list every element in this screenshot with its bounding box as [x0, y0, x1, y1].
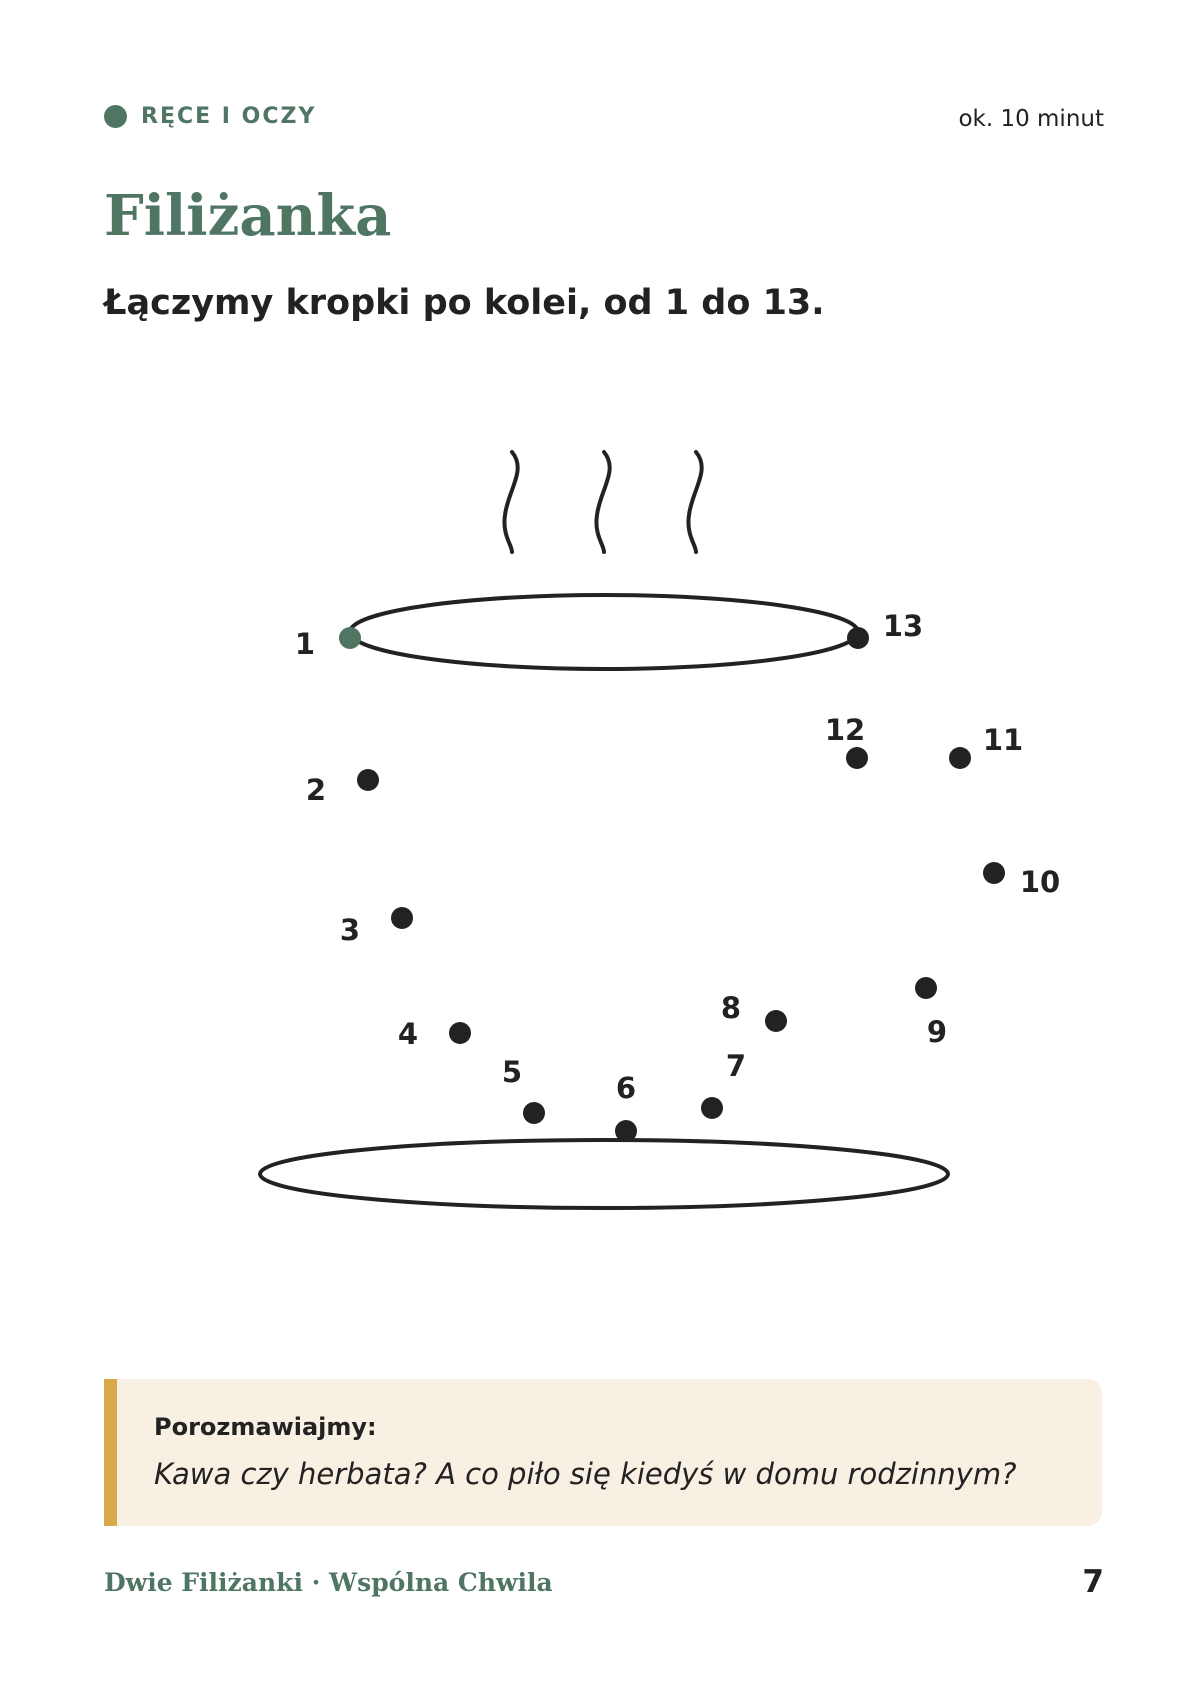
steam-line	[596, 452, 609, 552]
steam-icon	[504, 452, 701, 552]
conversation-prompt-box	[104, 1379, 1102, 1526]
activity-instruction: Łączymy kropki po kolei, od 1 do 13.	[104, 283, 825, 323]
puzzle-dot-label-10: 10	[1019, 865, 1061, 899]
duration-label: ok. 10 minut	[958, 106, 1104, 132]
category-label: RĘCE I OCZY	[141, 104, 317, 129]
puzzle-dots	[295, 609, 1060, 1142]
puzzle-dot-label-13: 13	[882, 609, 924, 643]
puzzle-dot-label-2: 2	[305, 773, 327, 807]
puzzle-dot-label-1: 1	[294, 627, 316, 661]
steam-line	[504, 452, 517, 552]
puzzle-dot-label-6: 6	[615, 1071, 637, 1105]
steam-line	[688, 452, 701, 552]
puzzle-dot-label-3: 3	[339, 913, 361, 947]
puzzle-dot-4	[449, 1022, 471, 1044]
puzzle-dot-5	[523, 1102, 545, 1124]
puzzle-dot-10	[983, 862, 1005, 884]
conversation-heading: Porozmawiajmy:	[154, 1413, 377, 1441]
cup-rim-outline	[350, 595, 858, 669]
puzzle-dot-label-7: 7	[725, 1049, 747, 1083]
saucer-outline	[260, 1140, 948, 1208]
conversation-question: Kawa czy herbata? A co piło się kiedyś w domu rodzinnym?	[154, 1457, 1017, 1491]
puzzle-dot-label-12: 12	[824, 713, 866, 747]
puzzle-dot-label-9: 9	[926, 1015, 948, 1049]
puzzle-dot-3	[391, 907, 413, 929]
puzzle-dot-7	[701, 1097, 723, 1119]
puzzle-dot-2	[357, 769, 379, 791]
activity-title: Filiżanka	[104, 183, 392, 249]
puzzle-dot-1	[339, 627, 361, 649]
puzzle-dot-label-5: 5	[501, 1055, 523, 1089]
puzzle-dot-6	[615, 1120, 637, 1142]
puzzle-dot-12	[846, 747, 868, 769]
puzzle-dot-11	[949, 747, 971, 769]
puzzle-dot-label-11: 11	[982, 723, 1024, 757]
puzzle-dot-label-4: 4	[397, 1017, 419, 1051]
puzzle-dot-13	[847, 627, 869, 649]
puzzle-dot-label-8: 8	[720, 991, 742, 1025]
puzzle-dot-8	[765, 1010, 787, 1032]
footer-brand: Dwie Filiżanki · Wspólna Chwila	[104, 1568, 553, 1597]
puzzle-dot-9	[915, 977, 937, 999]
page-number: 7	[1082, 1564, 1104, 1600]
